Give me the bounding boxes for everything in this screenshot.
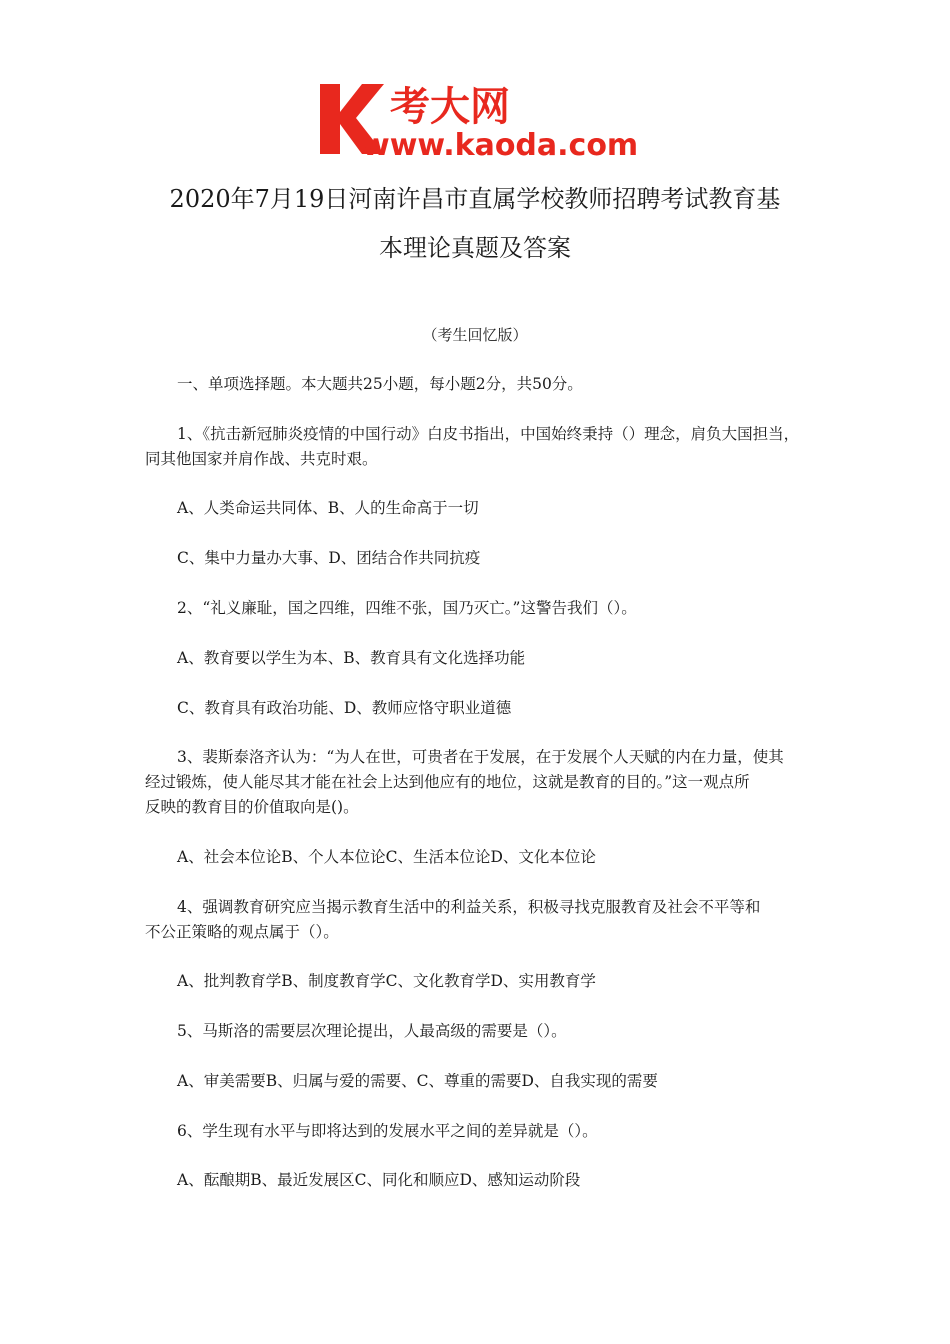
- question-4-line-1: 4、强调教育研究应当揭示教育生活中的利益关系，积极寻找克服教育及社会不平等和: [177, 898, 761, 916]
- question-1-line-2: 同其他国家并肩作战、共克时艰。: [145, 450, 378, 468]
- kaoda-logo: [318, 78, 640, 160]
- question-5-line-1: 5、马斯洛的需要层次理论提出，人最高级的需要是（）。: [177, 1022, 567, 1040]
- question-2-option-1: A、教育要以学生为本、B、教育具有文化选择功能: [177, 649, 526, 667]
- question-3-line-2: 经过锻炼，使人能尽其才能在社会上达到他应有的地位，这就是教育的目的。”这一观点所: [145, 773, 750, 791]
- document-subtitle: （考生回忆版）: [422, 326, 528, 344]
- question-3-line-1: 3、裴斯泰洛齐认为：“为人在世，可贵者在于发展，在于发展个人天赋的内在力量，使其: [177, 748, 784, 766]
- question-2-line-1: 2、“礼义廉耻，国之四维，四维不张，国乃灭亡。”这警告我们（）。: [177, 599, 637, 617]
- question-1-line-1: 1、《抗击新冠肺炎疫情的中国行动》白皮书指出，中国始终秉持（）理念，肩负大国担当，: [177, 425, 800, 443]
- question-4-line-2: 不公正策略的观点属于（）。: [145, 923, 339, 941]
- question-6-line-1: 6、学生现有水平与即将达到的发展水平之间的差异就是（）。: [177, 1122, 598, 1140]
- section-heading: 一、单项选择题。本大题共25小题，每小题2分，共50分。: [177, 375, 583, 393]
- question-1-option-1: A、人类命运共同体、B、人的生命高于一切: [177, 499, 479, 517]
- question-5-option-1: A、审美需要B、归属与爱的需要、C、尊重的需要D、自我实现的需要: [177, 1072, 658, 1090]
- question-6-option-1: A、酝酿期B、最近发展区C、同化和顺应D、感知运动阶段: [177, 1171, 581, 1189]
- question-3-line-3: 反映的教育目的价值取向是()。: [145, 798, 359, 816]
- question-1-option-2: C、集中力量办大事、D、团结合作共同抗疫: [177, 549, 481, 567]
- logo-brand-text: 考大网: [390, 84, 510, 130]
- document-title-line-2: 本理论真题及答案: [379, 234, 571, 262]
- question-3-option-1: A、社会本位论B、个人本位论C、生活本位论D、文化本位论: [177, 848, 596, 866]
- question-2-option-2: C、教育具有政治功能、D、教师应恪守职业道德: [177, 699, 512, 717]
- logo-url-text: www.kaoda.com: [362, 128, 639, 160]
- document-title-line-1: 2020年7月19日河南许昌市直属学校教师招聘考试教育基: [169, 185, 781, 213]
- question-4-option-1: A、批判教育学B、制度教育学C、文化教育学D、实用教育学: [177, 972, 596, 990]
